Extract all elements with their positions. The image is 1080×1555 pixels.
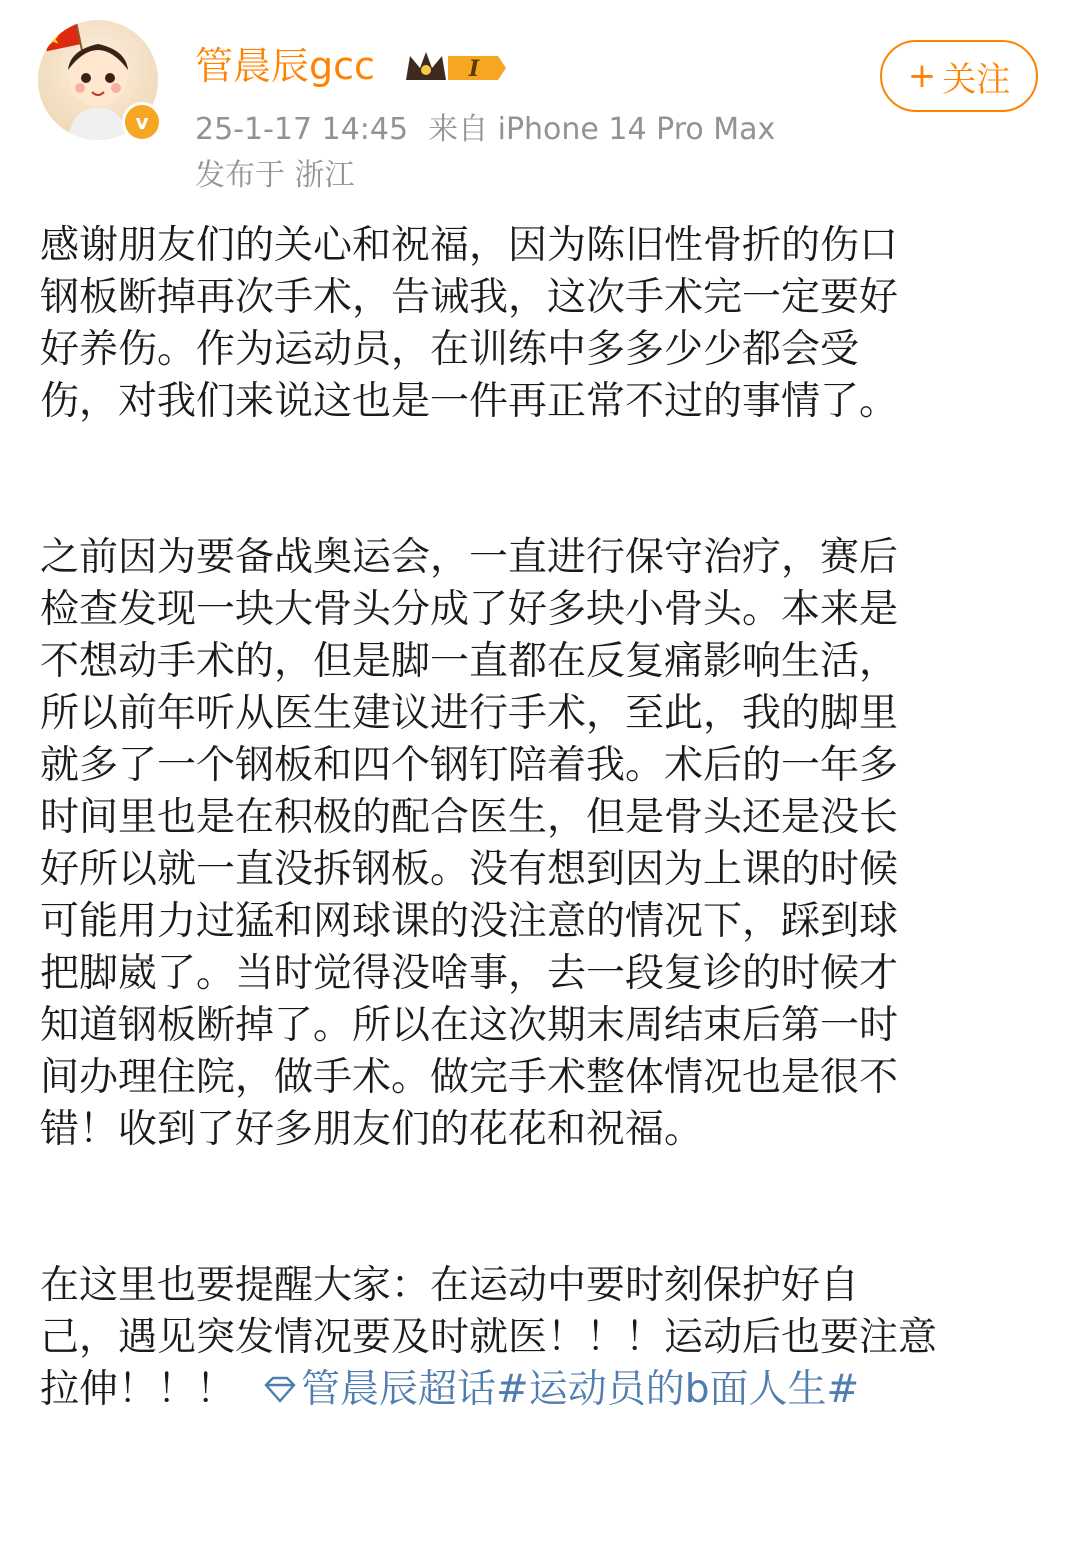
post-location: 发布于 浙江: [195, 158, 355, 193]
super-topic-link[interactable]: [263, 1367, 496, 1412]
plus-icon: +: [907, 56, 937, 96]
post-header: [0, 0, 1080, 200]
hashtag-link[interactable]: #运动员的b面人生#: [496, 1367, 860, 1412]
follow-button[interactable]: [880, 40, 1038, 112]
diamond-icon: [263, 1376, 297, 1404]
member-crown-badge-icon[interactable]: [402, 46, 508, 94]
post-timestamp: 25-1-17 14:45: [195, 112, 409, 147]
follow-button-label: 关注: [942, 59, 1011, 100]
post-body: [40, 220, 1050, 1416]
post-paragraph-2: 之前因为要备战奥运会，一直进行保守治疗，赛后 检查发现一块大骨头分成了好多块小骨头。本来是 不想动手术的，但是脚一直都在反复痛影响生活， 所以前年听从医生建议进行手术，至此，我的脚里 就多了一个钢板和四个钢钉陪着我。术后的一年多 时间里也是在积极的配合医生，但是骨头还是没长 好所以就一直没拆钢板。没有想到因为上课的时候 可能用力过猛和网球课的没注意的情况下，踩到球 把脚崴了。当时觉得没啥事，去一段复诊的时候才 知道钢板断掉了。所以在这次期末周结束后第一时 间办理住院，做手术。做完手术整体情况也是很不 错！收到了好多朋友们的花花和祝福。: [40, 535, 899, 1152]
post-paragraph-3: [40, 1260, 1050, 1416]
post-paragraph-1: 感谢朋友们的关心和祝福，因为陈旧性骨折的伤口 钢板断掉再次手术，告诫我，这次手术完一定要好 好养伤。作为运动员，在训练中多多少少都会受 伤，对我们来说这也是一件再正常不过的事情了。: [40, 223, 899, 424]
super-topic-label: 管晨辰超话: [301, 1367, 497, 1412]
post-meta: [195, 104, 775, 148]
username[interactable]: 管晨辰gcc: [195, 44, 375, 88]
avatar[interactable]: [38, 20, 158, 140]
member-level: I: [468, 56, 480, 82]
verified-badge-icon: v: [122, 102, 162, 142]
post-source: 来自 iPhone 14 Pro Max: [428, 112, 776, 147]
post-paragraph-3-text: 在这里也要提醒大家：在运动中要时刻保护好自 己，遇见突发情况要及时就医！！！运动后也要注意 拉伸！！！: [40, 1263, 938, 1412]
